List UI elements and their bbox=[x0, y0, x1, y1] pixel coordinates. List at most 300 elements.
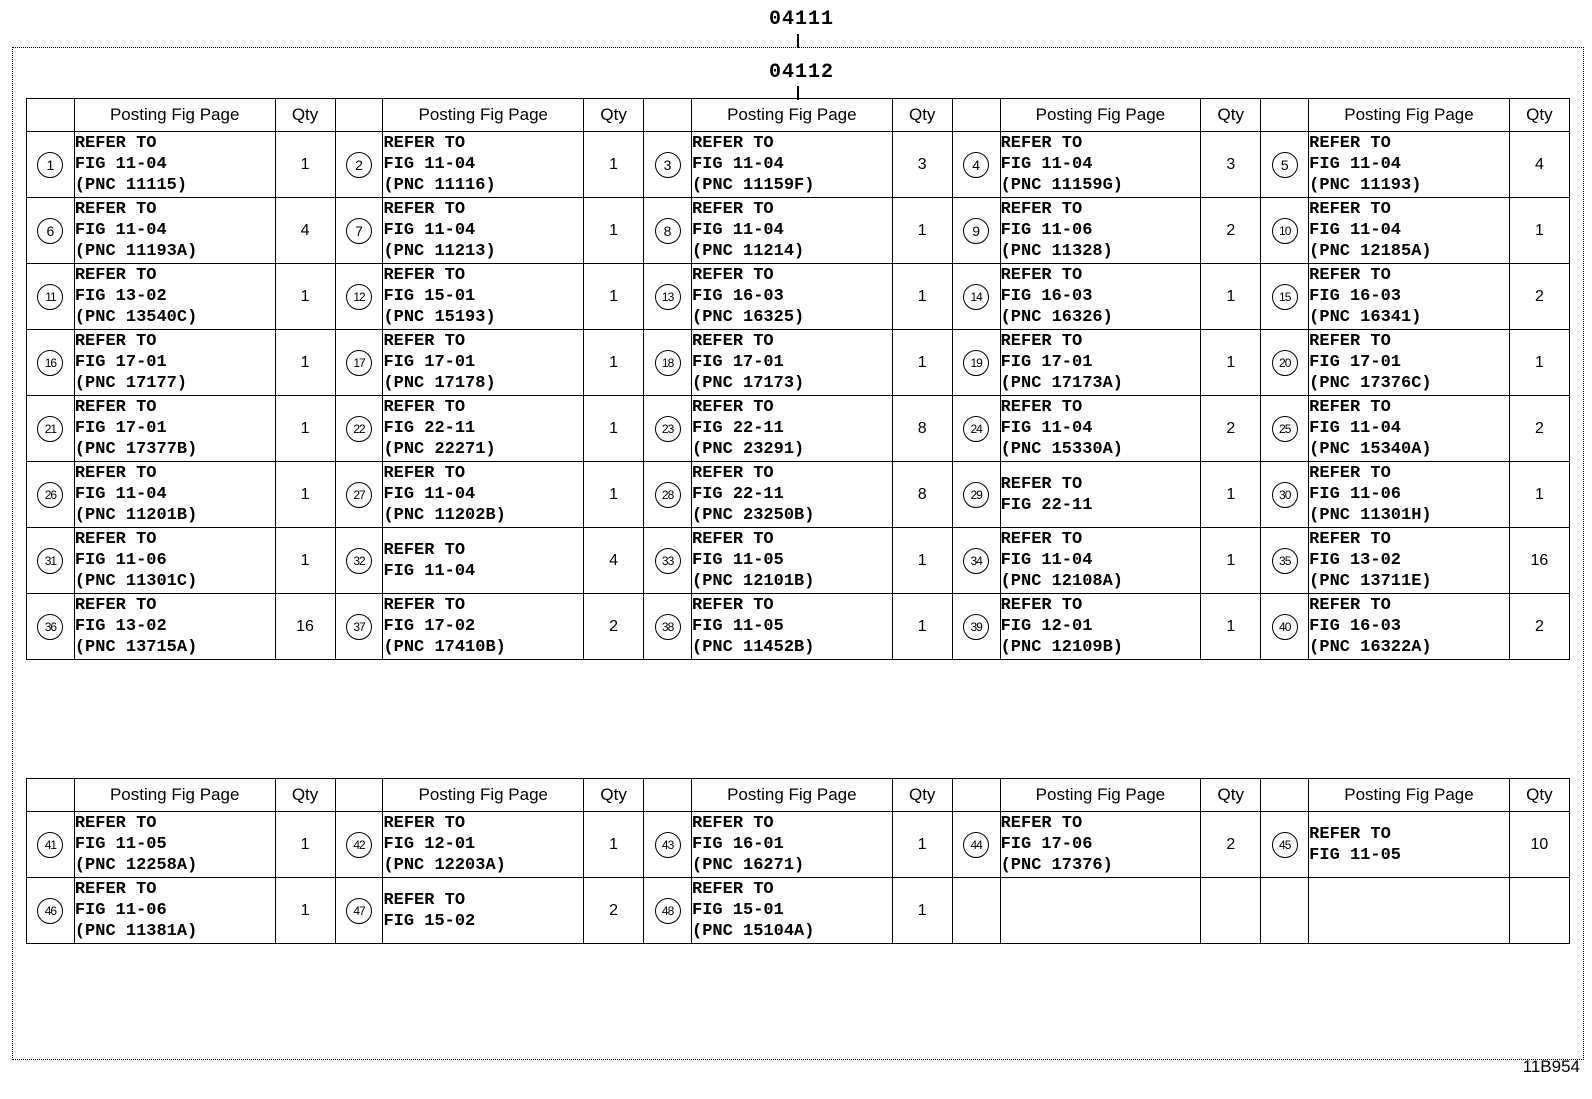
refer-to-text: REFER TO bbox=[74, 530, 157, 549]
pnc-reference: (PNC 11193) bbox=[1309, 176, 1422, 195]
pnc-reference: (PNC 12108A) bbox=[1000, 572, 1124, 591]
fig-reference: FIG 17-01 bbox=[1309, 353, 1401, 372]
reference-cell bbox=[383, 396, 584, 462]
refer-to-text: REFER TO bbox=[74, 398, 157, 417]
refer-to-text: REFER TO bbox=[383, 134, 466, 153]
pnc-reference: (PNC 12258A) bbox=[74, 856, 198, 875]
reference-cell bbox=[74, 396, 275, 462]
header-posting-fig-page: Posting Fig Page bbox=[74, 779, 275, 812]
header-qty: Qty bbox=[1509, 99, 1569, 132]
callout-number: 43 bbox=[655, 832, 681, 858]
pnc-reference: (PNC 23250B) bbox=[692, 506, 815, 525]
reference-cell bbox=[383, 528, 584, 594]
callout-number: 42 bbox=[346, 832, 372, 858]
refer-to-text: REFER TO bbox=[692, 200, 774, 219]
fig-reference: FIG 16-01 bbox=[692, 835, 784, 854]
pnc-reference: (PNC 15330A) bbox=[1000, 440, 1124, 459]
leader-line-top bbox=[797, 34, 799, 48]
callout-number: 13 bbox=[655, 284, 681, 310]
qty-cell: 2 bbox=[1509, 396, 1569, 462]
header-index-cell bbox=[952, 99, 1000, 132]
qty-cell: 2 bbox=[1509, 264, 1569, 330]
header-posting-fig-page: Posting Fig Page bbox=[1309, 99, 1510, 132]
reference-cell bbox=[692, 330, 893, 396]
refer-to-text: REFER TO bbox=[74, 464, 157, 483]
qty-cell: 1 bbox=[275, 132, 335, 198]
fig-reference: FIG 11-06 bbox=[1000, 221, 1093, 240]
refer-to-text: REFER TO bbox=[383, 464, 466, 483]
callout-number: 35 bbox=[1272, 548, 1298, 574]
qty-cell: 2 bbox=[1201, 812, 1261, 878]
refer-to-text: REFER TO bbox=[383, 332, 466, 351]
pnc-reference: (PNC 11116) bbox=[383, 176, 496, 195]
qty-cell: 1 bbox=[892, 812, 952, 878]
item-number-cell bbox=[335, 330, 383, 396]
fig-reference: FIG 22-11 bbox=[1000, 495, 1093, 515]
refer-to-text: REFER TO bbox=[692, 596, 774, 615]
callout-number: 40 bbox=[1272, 614, 1298, 640]
fig-reference: FIG 15-01 bbox=[692, 901, 784, 920]
refer-to-text: REFER TO bbox=[74, 266, 157, 285]
callout-number: 37 bbox=[346, 614, 372, 640]
fig-reference: FIG 17-06 bbox=[1000, 835, 1093, 854]
callout-number: 9 bbox=[963, 218, 989, 244]
header-index-cell bbox=[335, 779, 383, 812]
header-qty: Qty bbox=[892, 779, 952, 812]
header-index-cell bbox=[952, 779, 1000, 812]
item-number-cell bbox=[644, 528, 692, 594]
callout-number: 29 bbox=[963, 482, 989, 508]
item-number-cell bbox=[952, 198, 1000, 264]
table-row bbox=[27, 878, 1570, 944]
refer-to-text: REFER TO bbox=[1000, 398, 1083, 417]
refer-to-text: REFER TO bbox=[74, 134, 157, 153]
reference-cell bbox=[1000, 396, 1201, 462]
callout-number: 46 bbox=[37, 898, 63, 924]
fig-reference: FIG 13-02 bbox=[74, 617, 167, 636]
fig-reference: FIG 13-02 bbox=[74, 287, 167, 306]
fig-reference: FIG 17-01 bbox=[1000, 353, 1093, 372]
header-qty: Qty bbox=[584, 99, 644, 132]
refer-to-text: REFER TO bbox=[1309, 332, 1391, 351]
qty-cell: 10 bbox=[1509, 812, 1569, 878]
fig-reference: FIG 17-01 bbox=[74, 353, 167, 372]
table-row bbox=[27, 330, 1570, 396]
item-number-cell bbox=[27, 462, 75, 528]
refer-to-text: REFER TO bbox=[383, 200, 466, 219]
callout-number: 6 bbox=[37, 218, 63, 244]
reference-cell bbox=[1309, 396, 1510, 462]
item-number-cell bbox=[1261, 330, 1309, 396]
reference-cell bbox=[1309, 264, 1510, 330]
refer-to-text: REFER TO bbox=[74, 880, 157, 899]
refer-to-text: REFER TO bbox=[74, 200, 157, 219]
callout-number: 7 bbox=[346, 218, 372, 244]
reference-cell bbox=[74, 462, 275, 528]
callout-number: 17 bbox=[346, 350, 372, 376]
reference-cell bbox=[692, 528, 893, 594]
callout-number: 8 bbox=[655, 218, 681, 244]
pnc-reference: (PNC 11193A) bbox=[74, 242, 198, 261]
reference-cell bbox=[1000, 594, 1201, 660]
pnc-reference: (PNC 15104A) bbox=[692, 922, 815, 941]
callout-number: 39 bbox=[963, 614, 989, 640]
qty-cell: 1 bbox=[275, 878, 335, 944]
pnc-reference: (PNC 11115) bbox=[74, 176, 188, 195]
header-qty: Qty bbox=[275, 99, 335, 132]
qty-cell: 2 bbox=[584, 878, 644, 944]
qty-cell: 16 bbox=[275, 594, 335, 660]
qty-cell: 1 bbox=[1509, 198, 1569, 264]
item-number-cell bbox=[1261, 528, 1309, 594]
fig-reference: FIG 11-04 bbox=[692, 221, 784, 240]
callout-number: 38 bbox=[655, 614, 681, 640]
fig-reference: FIG 11-04 bbox=[383, 221, 476, 240]
refer-to-text: REFER TO bbox=[692, 814, 774, 833]
fig-reference: FIG 11-04 bbox=[692, 155, 784, 174]
reference-cell bbox=[1309, 462, 1510, 528]
refer-to-text: REFER TO bbox=[1000, 530, 1083, 549]
item-number-cell bbox=[952, 264, 1000, 330]
refer-to-text: REFER TO bbox=[1309, 200, 1391, 219]
reference-cell bbox=[383, 198, 584, 264]
reference-cell bbox=[74, 330, 275, 396]
pnc-reference: (PNC 16322A) bbox=[1309, 638, 1432, 657]
item-number-cell bbox=[27, 198, 75, 264]
assembly-label-top: 04111 bbox=[769, 8, 835, 31]
fig-reference: FIG 11-05 bbox=[1309, 845, 1401, 865]
pnc-reference: (PNC 16341) bbox=[1309, 308, 1422, 327]
fig-reference: FIG 12-01 bbox=[1000, 617, 1093, 636]
item-number-cell bbox=[644, 812, 692, 878]
reference-cell bbox=[692, 132, 893, 198]
header-posting-fig-page: Posting Fig Page bbox=[383, 779, 584, 812]
header-qty: Qty bbox=[584, 779, 644, 812]
qty-cell: 1 bbox=[275, 528, 335, 594]
fig-reference: FIG 11-04 bbox=[1309, 155, 1401, 174]
pnc-reference: (PNC 17376) bbox=[1000, 856, 1113, 875]
callout-number: 5 bbox=[1272, 152, 1298, 178]
table-row bbox=[27, 462, 1570, 528]
callout-number: 45 bbox=[1272, 832, 1298, 858]
reference-cell bbox=[1309, 594, 1510, 660]
reference-cell bbox=[1000, 264, 1201, 330]
item-number-cell bbox=[335, 198, 383, 264]
item-number-cell bbox=[335, 264, 383, 330]
fig-reference: FIG 11-04 bbox=[74, 485, 167, 504]
header-index-cell bbox=[1261, 779, 1309, 812]
pnc-reference: (PNC 11301C) bbox=[74, 572, 198, 591]
refer-to-text: REFER TO bbox=[74, 332, 157, 351]
reference-cell bbox=[1000, 330, 1201, 396]
reference-cell bbox=[692, 878, 893, 944]
item-number-cell bbox=[27, 330, 75, 396]
reference-cell bbox=[1309, 878, 1510, 944]
refer-to-text: REFER TO bbox=[692, 398, 774, 417]
pnc-reference: (PNC 16325) bbox=[692, 308, 805, 327]
qty-cell: 2 bbox=[584, 594, 644, 660]
table-row bbox=[27, 594, 1570, 660]
callout-number: 24 bbox=[963, 416, 989, 442]
reference-cell bbox=[692, 198, 893, 264]
pnc-reference: (PNC 22271) bbox=[383, 440, 496, 459]
item-number-cell bbox=[27, 264, 75, 330]
pnc-reference: (PNC 13711E) bbox=[1309, 572, 1432, 591]
refer-to-text: REFER TO bbox=[1000, 332, 1083, 351]
refer-to-text: REFER TO bbox=[1309, 266, 1391, 285]
refer-to-text: REFER TO bbox=[383, 398, 466, 417]
refer-to-text: REFER TO bbox=[383, 814, 466, 833]
parts-table-secondary bbox=[26, 778, 1570, 944]
fig-reference: FIG 16-03 bbox=[1000, 287, 1093, 306]
item-number-cell bbox=[335, 528, 383, 594]
pnc-reference: (PNC 11328) bbox=[1000, 242, 1113, 261]
pnc-reference: (PNC 16326) bbox=[1000, 308, 1113, 327]
pnc-reference: (PNC 17178) bbox=[383, 374, 496, 393]
pnc-reference: (PNC 11214) bbox=[692, 242, 805, 261]
refer-to-text: REFER TO bbox=[1000, 596, 1083, 615]
reference-cell bbox=[74, 594, 275, 660]
header-index-cell bbox=[27, 99, 75, 132]
item-number-cell bbox=[335, 396, 383, 462]
qty-cell: 1 bbox=[892, 594, 952, 660]
item-number-cell bbox=[644, 878, 692, 944]
pnc-reference: (PNC 11381A) bbox=[74, 922, 198, 941]
header-posting-fig-page: Posting Fig Page bbox=[1000, 779, 1201, 812]
qty-cell: 1 bbox=[1509, 462, 1569, 528]
item-number-cell bbox=[644, 132, 692, 198]
callout-number: 18 bbox=[655, 350, 681, 376]
refer-to-text: REFER TO bbox=[692, 880, 774, 899]
item-number-cell bbox=[27, 528, 75, 594]
item-number-cell bbox=[1261, 132, 1309, 198]
callout-number: 15 bbox=[1272, 284, 1298, 310]
pnc-reference: (PNC 13715A) bbox=[74, 638, 198, 657]
pnc-reference: (PNC 17376C) bbox=[1309, 374, 1432, 393]
item-number-cell bbox=[952, 594, 1000, 660]
qty-cell: 4 bbox=[1509, 132, 1569, 198]
reference-cell bbox=[383, 812, 584, 878]
item-number-cell bbox=[644, 594, 692, 660]
qty-cell: 1 bbox=[275, 462, 335, 528]
pnc-reference: (PNC 15340A) bbox=[1309, 440, 1432, 459]
table-row bbox=[27, 132, 1570, 198]
refer-to-text: REFER TO bbox=[692, 332, 774, 351]
reference-cell bbox=[74, 878, 275, 944]
qty-cell: 1 bbox=[892, 528, 952, 594]
fig-reference: FIG 13-02 bbox=[1309, 551, 1401, 570]
qty-cell: 2 bbox=[1201, 198, 1261, 264]
item-number-cell bbox=[1261, 594, 1309, 660]
fig-reference: FIG 15-02 bbox=[383, 911, 476, 931]
fig-reference: FIG 11-04 bbox=[1000, 419, 1093, 438]
reference-cell bbox=[1000, 528, 1201, 594]
refer-to-text: REFER TO bbox=[74, 596, 157, 615]
pnc-reference: (PNC 12203A) bbox=[383, 856, 506, 875]
reference-cell bbox=[74, 812, 275, 878]
reference-cell bbox=[692, 594, 893, 660]
header-posting-fig-page: Posting Fig Page bbox=[1309, 779, 1510, 812]
qty-cell: 1 bbox=[584, 812, 644, 878]
reference-cell bbox=[692, 264, 893, 330]
item-number-cell bbox=[1261, 812, 1309, 878]
callout-number: 47 bbox=[346, 898, 372, 924]
qty-cell: 1 bbox=[275, 396, 335, 462]
reference-cell bbox=[692, 462, 893, 528]
fig-reference: FIG 15-01 bbox=[383, 287, 476, 306]
qty-cell: 1 bbox=[275, 264, 335, 330]
item-number-cell bbox=[952, 396, 1000, 462]
qty-cell: 1 bbox=[1201, 594, 1261, 660]
callout-number: 19 bbox=[963, 350, 989, 376]
pnc-reference: (PNC 12185A) bbox=[1309, 242, 1432, 261]
qty-cell: 4 bbox=[584, 528, 644, 594]
callout-number: 34 bbox=[963, 548, 989, 574]
fig-reference: FIG 17-01 bbox=[74, 419, 167, 438]
callout-number: 14 bbox=[963, 284, 989, 310]
header-index-cell bbox=[644, 779, 692, 812]
illustration-code: 11B954 bbox=[1522, 1057, 1580, 1076]
item-number-cell bbox=[644, 462, 692, 528]
table-row bbox=[27, 264, 1570, 330]
refer-to-text: REFER TO bbox=[1000, 474, 1083, 494]
callout-number: 4 bbox=[963, 152, 989, 178]
callout-number: 10 bbox=[1272, 218, 1298, 244]
qty-cell: 1 bbox=[275, 812, 335, 878]
item-number-cell bbox=[1261, 264, 1309, 330]
item-number-cell bbox=[335, 878, 383, 944]
fig-reference: FIG 11-06 bbox=[1309, 485, 1401, 504]
table-row bbox=[27, 396, 1570, 462]
qty-cell: 1 bbox=[275, 330, 335, 396]
callout-number: 41 bbox=[37, 832, 63, 858]
qty-cell: 3 bbox=[892, 132, 952, 198]
fig-reference: FIG 17-02 bbox=[383, 617, 476, 636]
reference-cell bbox=[383, 330, 584, 396]
callout-number: 11 bbox=[37, 284, 63, 310]
item-number-cell bbox=[952, 132, 1000, 198]
reference-cell bbox=[692, 812, 893, 878]
header-qty: Qty bbox=[1509, 779, 1569, 812]
refer-to-text: REFER TO bbox=[1000, 134, 1083, 153]
pnc-reference: (PNC 16271) bbox=[692, 856, 805, 875]
refer-to-text: REFER TO bbox=[1309, 530, 1391, 549]
qty-cell: 1 bbox=[1201, 264, 1261, 330]
reference-cell bbox=[383, 878, 584, 944]
refer-to-text: REFER TO bbox=[1309, 824, 1391, 844]
qty-cell: 8 bbox=[892, 396, 952, 462]
item-number-cell bbox=[644, 264, 692, 330]
item-number-cell bbox=[335, 462, 383, 528]
item-number-cell bbox=[27, 396, 75, 462]
fig-reference: FIG 11-04 bbox=[383, 485, 476, 504]
header-posting-fig-page: Posting Fig Page bbox=[1000, 99, 1201, 132]
qty-cell: 2 bbox=[1201, 396, 1261, 462]
item-number-cell bbox=[1261, 198, 1309, 264]
reference-cell bbox=[1309, 198, 1510, 264]
qty-cell: 8 bbox=[892, 462, 952, 528]
fig-reference: FIG 11-04 bbox=[383, 561, 476, 581]
callout-number: 27 bbox=[346, 482, 372, 508]
callout-number: 30 bbox=[1272, 482, 1298, 508]
qty-cell: 1 bbox=[1201, 462, 1261, 528]
pnc-reference: (PNC 11452B) bbox=[692, 638, 815, 657]
item-number-cell bbox=[335, 132, 383, 198]
item-number-cell bbox=[1261, 396, 1309, 462]
pnc-reference: (PNC 11202B) bbox=[383, 506, 506, 525]
reference-cell bbox=[1309, 132, 1510, 198]
pnc-reference: (PNC 15193) bbox=[383, 308, 496, 327]
refer-to-text: REFER TO bbox=[383, 540, 466, 560]
pnc-reference: (PNC 12101B) bbox=[692, 572, 815, 591]
callout-number: 32 bbox=[346, 548, 372, 574]
fig-reference: FIG 11-06 bbox=[74, 551, 167, 570]
callout-number: 12 bbox=[346, 284, 372, 310]
fig-reference: FIG 11-04 bbox=[383, 155, 476, 174]
refer-to-text: REFER TO bbox=[1309, 134, 1391, 153]
qty-cell: 1 bbox=[584, 330, 644, 396]
item-number-cell bbox=[27, 594, 75, 660]
callout-number: 20 bbox=[1272, 350, 1298, 376]
refer-to-text: REFER TO bbox=[692, 530, 774, 549]
item-number-cell bbox=[952, 330, 1000, 396]
callout-number: 36 bbox=[37, 614, 63, 640]
qty-cell: 1 bbox=[584, 132, 644, 198]
refer-to-text: REFER TO bbox=[383, 266, 466, 285]
callout-number: 2 bbox=[346, 152, 372, 178]
header-index-cell bbox=[335, 99, 383, 132]
fig-reference: FIG 22-11 bbox=[692, 485, 784, 504]
refer-to-text: REFER TO bbox=[692, 134, 774, 153]
reference-cell bbox=[74, 198, 275, 264]
reference-cell bbox=[1000, 812, 1201, 878]
header-qty: Qty bbox=[892, 99, 952, 132]
assembly-label-inner: 04112 bbox=[769, 61, 835, 84]
refer-to-text: REFER TO bbox=[1309, 596, 1391, 615]
pnc-reference: (PNC 11213) bbox=[383, 242, 496, 261]
callout-number: 1 bbox=[37, 152, 63, 178]
callout-number: 16 bbox=[37, 350, 63, 376]
table-row bbox=[27, 528, 1570, 594]
refer-to-text: REFER TO bbox=[1000, 814, 1083, 833]
reference-cell bbox=[1000, 132, 1201, 198]
qty-cell: 4 bbox=[275, 198, 335, 264]
fig-reference: FIG 11-06 bbox=[74, 901, 167, 920]
refer-to-text: REFER TO bbox=[383, 596, 466, 615]
item-number-cell bbox=[335, 594, 383, 660]
item-number-cell bbox=[1261, 462, 1309, 528]
qty-cell bbox=[1201, 878, 1261, 944]
fig-reference: FIG 11-04 bbox=[1309, 419, 1401, 438]
item-number-cell bbox=[952, 812, 1000, 878]
fig-reference: FIG 17-01 bbox=[383, 353, 476, 372]
item-number-cell bbox=[952, 878, 1000, 944]
item-number-cell bbox=[27, 878, 75, 944]
pnc-reference: (PNC 17173) bbox=[692, 374, 805, 393]
table-row bbox=[27, 198, 1570, 264]
fig-reference: FIG 12-01 bbox=[383, 835, 476, 854]
reference-cell bbox=[383, 462, 584, 528]
table-row bbox=[27, 812, 1570, 878]
header-index-cell bbox=[644, 99, 692, 132]
callout-number: 22 bbox=[346, 416, 372, 442]
reference-cell bbox=[383, 132, 584, 198]
pnc-reference: (PNC 12109B) bbox=[1000, 638, 1124, 657]
callout-number: 26 bbox=[37, 482, 63, 508]
reference-cell bbox=[1000, 198, 1201, 264]
callout-number: 48 bbox=[655, 898, 681, 924]
qty-cell: 1 bbox=[892, 330, 952, 396]
